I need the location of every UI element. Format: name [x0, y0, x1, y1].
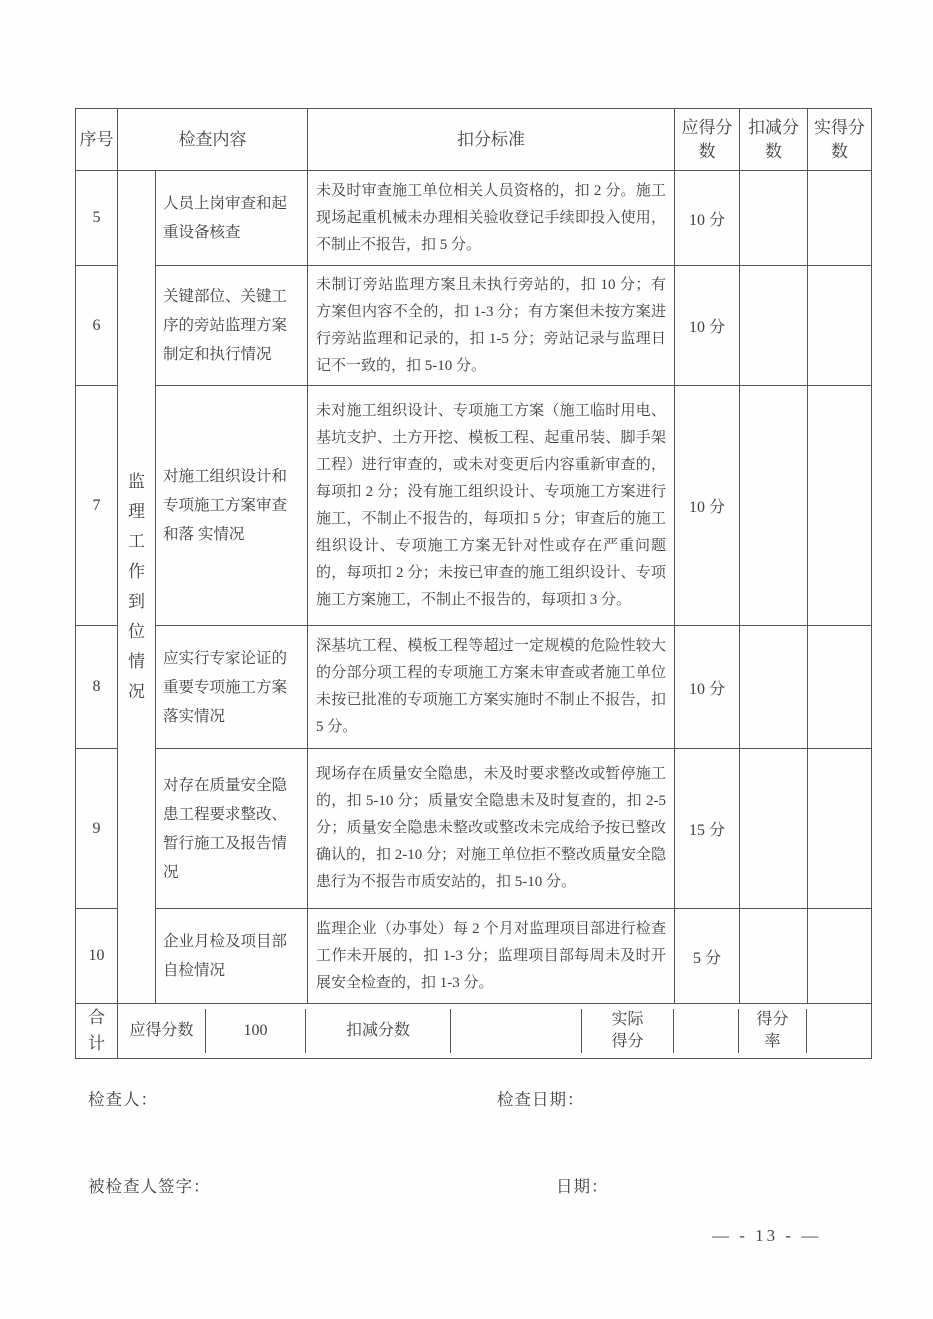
row-number: 7	[76, 386, 118, 626]
due-points-cell: 15 分	[675, 749, 740, 909]
standard-cell: 未制订旁站监理方案且未执行旁站的，扣 10 分；有方案但内容不全的，扣 1-3 分；有方案但未按方案进行旁站监理和记录的，扣 1-5 分；旁站记录与监理日记不一致的，扣 5-10 分。	[308, 266, 675, 386]
inspected-sign-label: 被检查人签字：	[88, 1177, 211, 1196]
due-points-cell: 5 分	[675, 909, 740, 1004]
row-number: 10	[76, 909, 118, 1004]
inspection-score-table	[75, 108, 872, 1059]
header-due: 应得分数	[675, 109, 740, 171]
due-points-cell: 10 分	[675, 386, 740, 626]
content-cell: 对存在质量安全隐患工程要求整改、暂行施工及报告情况	[156, 749, 308, 909]
date-label: 日期：	[556, 1177, 609, 1196]
page-number: — - 13 - —	[712, 1226, 822, 1245]
header-standard: 扣分标准	[308, 109, 675, 171]
header-content: 检查内容	[118, 109, 308, 171]
due-points-cell: 10 分	[675, 266, 740, 386]
category-vertical-label: 监理工作到位情况	[118, 171, 156, 1004]
row-number: 6	[76, 266, 118, 386]
deduct-points-cell	[740, 909, 808, 1004]
actual-points-cell	[808, 749, 872, 909]
table-row	[76, 749, 872, 909]
content-cell: 对施工组织设计和专项施工方案审查和落 实情况	[156, 386, 308, 626]
actual-points-cell	[808, 386, 872, 626]
table-header-row	[76, 109, 872, 171]
table-row	[76, 171, 872, 266]
total-rate-label: 得分率	[739, 1009, 807, 1053]
content-cell: 关键部位、关键工序的旁站监理方案制定和执行情况	[156, 266, 308, 386]
actual-points-cell	[808, 171, 872, 266]
table-row	[76, 386, 872, 626]
actual-points-cell	[808, 909, 872, 1004]
inspected-signature-line	[0, 1173, 933, 1197]
header-deduct: 扣减分数	[740, 109, 808, 171]
due-points-cell: 10 分	[675, 626, 740, 749]
standard-cell: 深基坑工程、模板工程等超过一定规模的危险性较大的分部分项工程的专项施工方案未审查或者施工单位未按已批准的专项施工方案实施时不制止不报告，扣 5 分。	[308, 626, 675, 749]
content-cell: 应实行专家论证的重要专项施工方案落实情况	[156, 626, 308, 749]
total-due-value: 100	[206, 1009, 306, 1053]
inspector-signature-line	[0, 1086, 933, 1110]
total-rate-value	[807, 1009, 871, 1053]
standard-cell: 未及时审查施工单位相关人员资格的，扣 2 分。施工现场起重机械未办理相关验收登记手续即投入使用，不制止不报告，扣 5 分。	[308, 171, 675, 266]
row-number: 5	[76, 171, 118, 266]
table-row	[76, 909, 872, 1004]
due-points-cell: 10 分	[675, 171, 740, 266]
actual-points-cell	[808, 626, 872, 749]
inspector-label: 检查人：	[88, 1090, 158, 1109]
standard-cell: 现场存在质量安全隐患，未及时要求整改或暂停施工的，扣 5-10 分；质量安全隐患未及时复查的，扣 2-5 分；质量安全隐患未整改或整改未完成给予按已整改确认的，扣 2-10 分；对施工单位拒不整改质量安全隐患行为不报告市质安站的，扣 5-10 分。	[308, 749, 675, 909]
row-number: 8	[76, 626, 118, 749]
deduct-points-cell	[740, 386, 808, 626]
deduct-points-cell	[740, 626, 808, 749]
table-row	[76, 626, 872, 749]
total-actual-label: 实际得分	[582, 1009, 674, 1053]
actual-points-cell	[808, 266, 872, 386]
table-row	[76, 266, 872, 386]
total-row	[76, 1004, 872, 1059]
content-cell: 企业月检及项目部自检情况	[156, 909, 308, 1004]
header-actual: 实得分数	[808, 109, 872, 171]
row-number: 9	[76, 749, 118, 909]
standard-cell: 监理企业（办事处）每 2 个月对监理项目部进行检查工作未开展的，扣 1-3 分；监理项目部每周未及时开展安全检查的，扣 1-3 分。	[308, 909, 675, 1004]
standard-cell: 未对施工组织设计、专项施工方案（施工临时用电、基坑支护、土方开挖、模板工程、起重吊装、脚手架工程）进行审查的，或未对变更后内容重新审查的，每项扣 2 分；没有施工组织设计、专项施工方案进行施工，不制止不报告的，每项扣 5 分；审查后的施工组织设计、专项施工方案无针对性或存在严重问题的，每项扣 2 分；未按已审查的施工组织设计、专项施工方案施工，不制止不报告的，每项扣 3 分。	[308, 386, 675, 626]
header-seq: 序号	[76, 109, 118, 171]
total-label: 合计	[76, 1004, 118, 1059]
deduct-points-cell	[740, 749, 808, 909]
total-deduct-label: 扣减分数	[306, 1009, 451, 1053]
content-cell: 人员上岗审查和起重设备核查	[156, 171, 308, 266]
total-due-label: 应得分数	[118, 1009, 206, 1053]
total-deduct-value	[451, 1009, 582, 1053]
deduct-points-cell	[740, 266, 808, 386]
total-actual-value	[674, 1009, 739, 1053]
inspect-date-label: 检查日期：	[497, 1090, 585, 1109]
total-inner-cells	[118, 1004, 872, 1059]
deduct-points-cell	[740, 171, 808, 266]
